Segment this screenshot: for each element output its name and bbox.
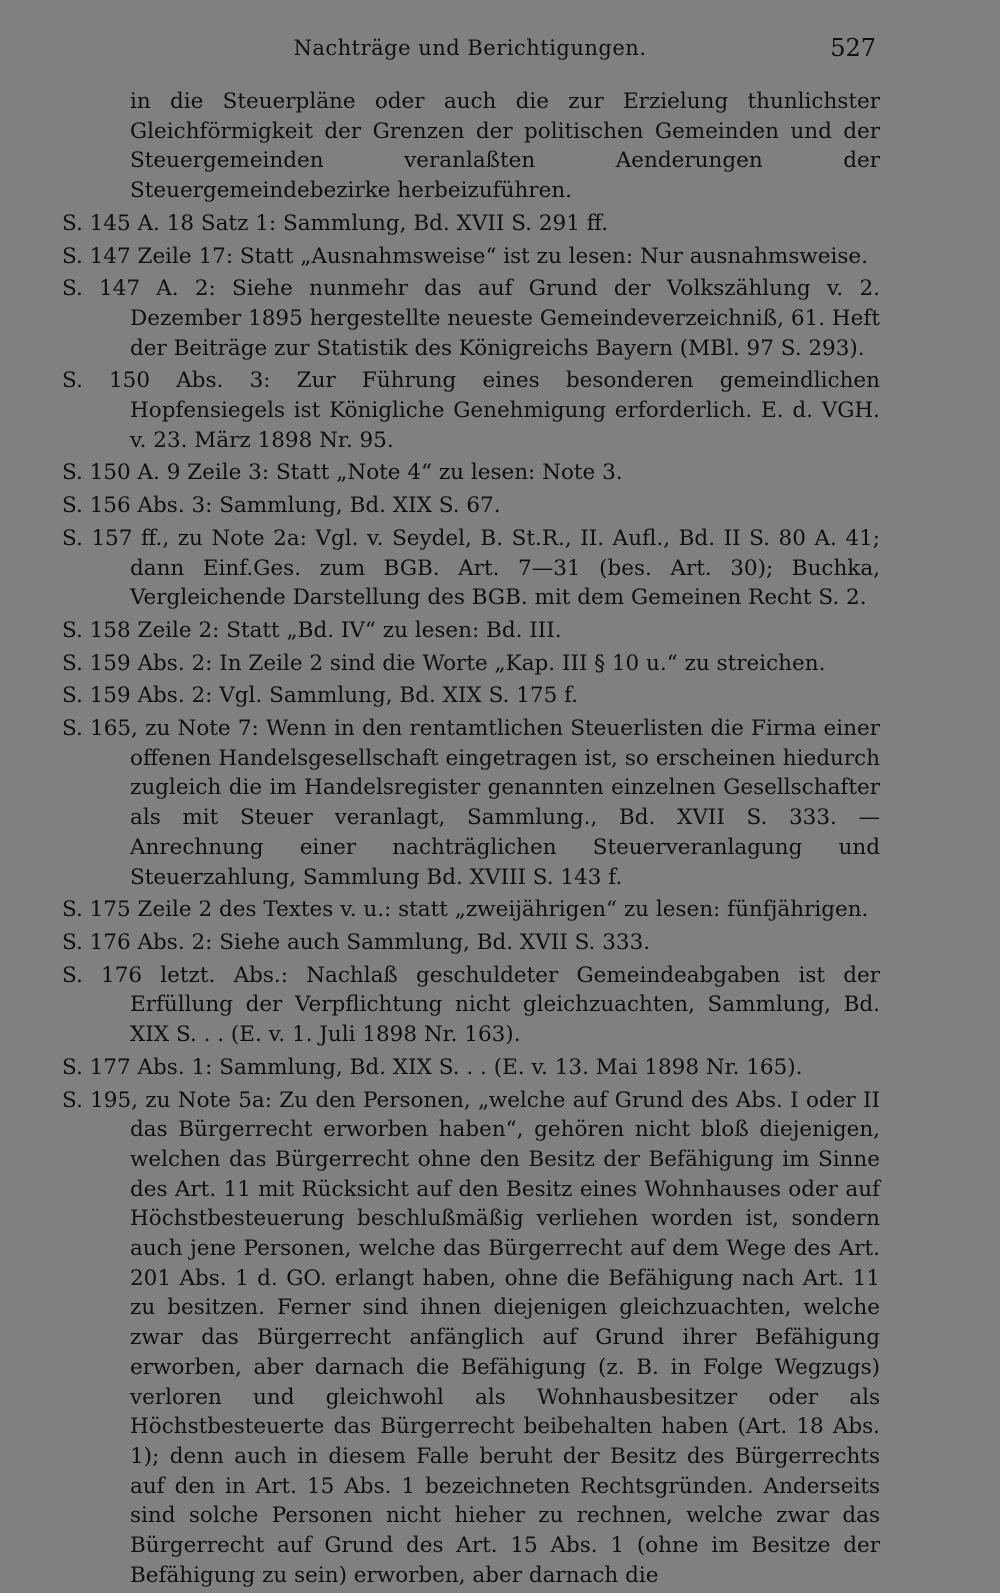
page-header — [60, 30, 880, 70]
correction-entry: S. 147 A. 2: Siehe nunmehr das auf Grund der Volkszählung v. 2. Dezember 1895 hergestellte neueste Gemeindeverzeichniß, 61. Heft der Beiträge zur Statistik des Königreichs Bayern (MBl. 97 S. 293). — [62, 276, 880, 361]
correction-entry: S. 159 Abs. 2: Vgl. Sammlung, Bd. XIX S. 175 f. — [62, 683, 579, 709]
correction-entry: S. 177 Abs. 1: Sammlung, Bd. XIX S. . . (E. v. 13. Mai 1898 Nr. 165). — [62, 1054, 803, 1080]
correction-entry: S. 175 Zeile 2 des Textes v. u.: statt „zweijährigen“ zu lesen: fünfjährigen. — [62, 897, 869, 923]
correction-entry: S. 165, zu Note 7: Wenn in den rentamtlichen Steuerlisten die Firma einer offenen Handelsgesellschaft eingetragen ist, so erscheinen hiedurch zugleich die im Handelsregister genannten einzelnen Gesellschafter als mit Steuer veranlagt, Sammlung., Bd. XVII S. 333. — Anrechnung einer nachträglichen Steuerveranlagung und Steuerzahlung, Sammlung Bd. XVIII S. 143 f. — [62, 716, 880, 890]
correction-entry: S. 159 Abs. 2: In Zeile 2 sind die Worte „Kap. III § 10 u.“ zu streichen. — [62, 650, 826, 676]
correction-entry: S. 147 Zeile 17: Statt „Ausnahmsweise“ ist zu lesen: Nur ausnahmsweise. — [62, 243, 868, 269]
correction-entry: S. 157 ff., zu Note 2a: Vgl. v. Seydel, B. St.R., II. Aufl., Bd. II S. 80 A. 41; dann Einf.Ges. zum BGB. Art. 7—31 (bes. Art. 30); Buchka, Vergleichende Darstellung des BGB. mit dem Gemeinen Recht S. 2. — [62, 525, 880, 611]
correction-entry: S. 176 Abs. 2: Siehe auch Sammlung, Bd. XVII S. 333. — [62, 929, 651, 955]
correction-entry: S. 150 Abs. 3: Zur Führung eines besonderen gemeindlichen Hopfensiegels ist Königliche Genehmigung erforderlich. E. d. VGH. v. 23. März 1898 Nr. 95. — [62, 368, 880, 453]
correction-entry: S. 150 A. 9 Zeile 3: Statt „Note 4“ zu lesen: Note 3. — [62, 460, 623, 486]
page-number: 527 — [830, 34, 876, 62]
document-body — [62, 87, 880, 1593]
correction-entry: S. 195, zu Note 5a: Zu den Personen, „welche auf Grund des Abs. I oder II das Bürgerrecht erworben haben“, gehören nicht bloß diejenigen, welchen das Bürgerrecht ohne den Besitz der Befähigung im Sinne des Art. 11 mit Rücksicht auf den Besitz eines Wohnhauses oder auf Höchstbesteuerung beschlußmäßig verliehen worden ist, sondern auch jene Personen, welche das Bürgerrecht auf dem Wege des Art. 201 Abs. 1 d. GO. erlangt haben, ohne die Befähigung nach Art. 11 zu besitzen. Ferner sind ihnen diejenigen gleichzuachten, welche zwar das Bürgerrecht anfänglich auf Grund ihrer Befähigung erworben, aber darnach die Befähigung (z. B. in Folge Wegzugs) verloren und gleichwohl als Wohnhausbesitzer oder als Höchstbesteuerte das Bürgerrecht beibehalten haben (Art. 18 Abs. 1); denn auch in diesem Falle beruht der Besitz des Bürgerrechts auf den in Art. 15 Abs. 1 bezeichneten Rechtsgründen. Anderseits sind solche Personen nicht hieher zu rechnen, welche zwar das Bürgerrecht auf Grund des Art. 15 Abs. 1 (ohne im Besitze der Befähigung zu sein) erworben, aber darnach die — [62, 1087, 880, 1588]
running-title: Nachträge und Berichtigungen. — [293, 36, 647, 60]
correction-entry: S. 145 A. 18 Satz 1: Sammlung, Bd. XVII S. 291 ff. — [62, 210, 609, 236]
continued-paragraph: in die Steuerpläne oder auch die zur Erzielung thunlichster Gleichförmigkeit der Grenzen der politischen Gemeinden und der Steuergemeinden veranlaßten Aenderungen der Steuergemeindebezirke herbeizuführen. — [130, 89, 880, 204]
correction-entry: S. 158 Zeile 2: Statt „Bd. IV“ zu lesen: Bd. III. — [62, 617, 562, 643]
correction-entry: S. 156 Abs. 3: Sammlung, Bd. XIX S. 67. — [62, 493, 501, 519]
correction-entry: S. 176 letzt. Abs.: Nachlaß geschuldeter Gemeindeabgaben ist der Erfüllung der Verpflichtung nicht gleichzuachten, Sammlung, Bd. XIX S. . . (E. v. 1. Juli 1898 Nr. 163). — [62, 962, 880, 1048]
